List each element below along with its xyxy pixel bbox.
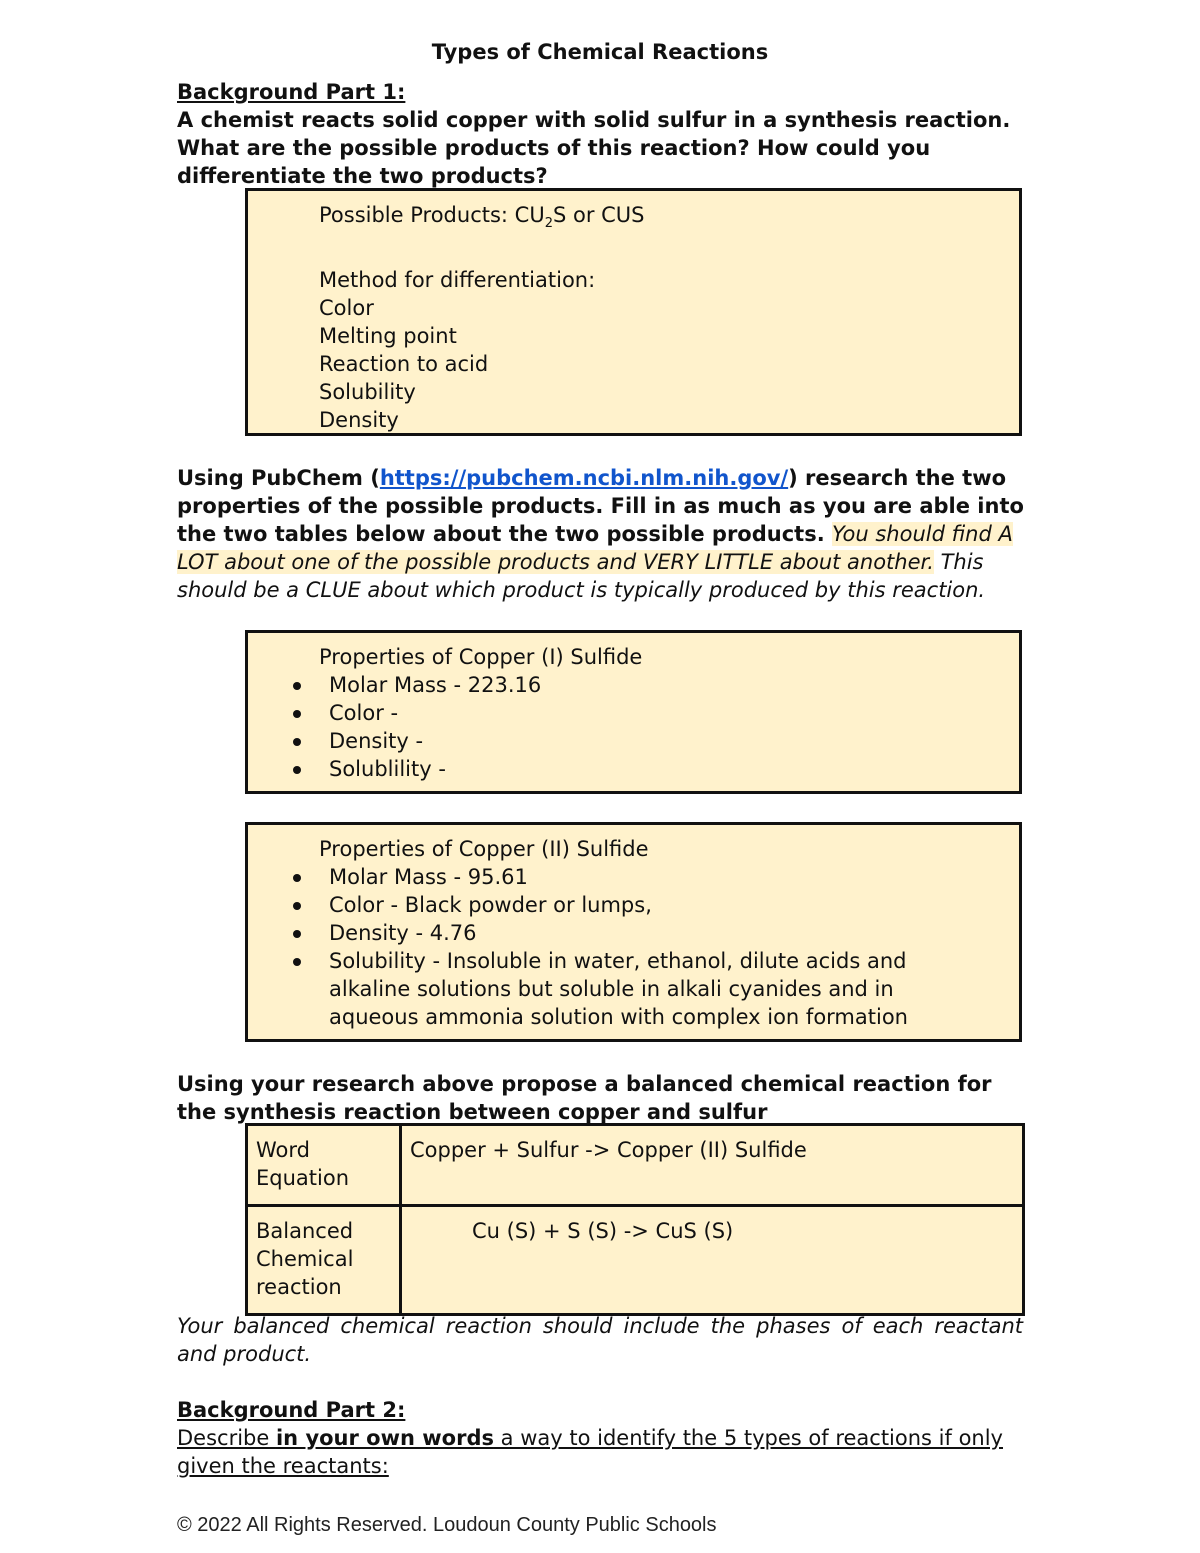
method-item: Density [319,408,399,433]
possible-products: Possible Products: $CU_2S$ or CUS [319,203,645,232]
balanced-reaction-label: Balanced Chemical reaction [247,1206,401,1315]
page-title: Types of Chemical Reactions [431,40,769,64]
phase-note: Your balanced chemical reaction should include the phases of each reactant and product. [177,1314,1023,1366]
property-item: Density - 4.76 [319,919,979,947]
balanced-reaction-value[interactable]: Cu (S) + S (S) -> CuS (S) [401,1206,1024,1315]
part1-heading: Background Part 1: [177,80,406,104]
research-hint-highlight: You should find A LOT about one of the possible products and VERY LITTLE about another. [177,522,1013,574]
copper1-title: Properties of Copper (I) Sulfide [319,645,643,669]
part2-description: Describe in your own words a way to identify the 5 types of reactions if only given the reactants: [177,1426,1003,1478]
part2-heading: Background Part 2: [177,1398,406,1422]
copper2-title: Properties of Copper (II) Sulfide [319,837,649,861]
method-item: Solubility [319,380,416,405]
research-hint: This should be a CLUE about which product is typically produced by this reaction. [177,550,986,602]
equation-table [245,1123,1025,1316]
method-label: Method for differentiation: [319,268,596,293]
research-instructions: Using PubChem (https://pubchem.ncbi.nlm.nih.gov/) research the two properties of the possible products. Fill in as much as you are able into the two tables below about the two possible products. You should find A LOT about one of the possible products and VERY LITTLE about another. This should be a CLUE about which product is typically produced by this reaction. [177,466,1024,602]
property-item: Molar Mass - 223.16 [319,671,642,699]
property-item: Color - Black powder or lumps, [319,891,979,919]
copper1-properties-box[interactable] [245,630,1022,794]
part1-section [177,78,1037,190]
table-row [247,1125,1024,1206]
property-item: Density - [319,727,642,755]
property-item: Solublility - [319,755,642,783]
table-row [247,1206,1024,1315]
word-equation-value[interactable]: Copper + Sulfur -> Copper (II) Sulfide [401,1125,1024,1206]
part1-question: A chemist reacts solid copper with solid sulfur in a synthesis reaction. What are the possible products of this reaction? How could you differentiate the two products? [177,108,1011,188]
part2-section [177,1396,1037,1480]
propose-instructions: Using your research above propose a balanced chemical reaction for the synthesis reaction between copper and sulfur [177,1072,992,1124]
products-answer-box[interactable] [245,188,1022,436]
copper2-properties-box[interactable] [245,822,1022,1042]
property-item: Molar Mass - 95.61 [319,863,979,891]
method-item: Color [319,296,374,321]
copyright-footer: © 2022 All Rights Reserved. Loudoun County Public Schools [177,1514,717,1536]
pubchem-link[interactable]: https://pubchem.ncbi.nlm.nih.gov/ [379,466,789,490]
word-equation-label: Word Equation [247,1125,401,1206]
method-item: Reaction to acid [319,352,489,377]
property-item: Color - [319,699,642,727]
property-item: Solubility - Insoluble in water, ethanol, dilute acids and alkaline solutions but soluble in alkali cyanides and in aqueous ammonia solution with complex ion formation [319,947,979,1031]
method-item: Melting point [319,324,457,349]
